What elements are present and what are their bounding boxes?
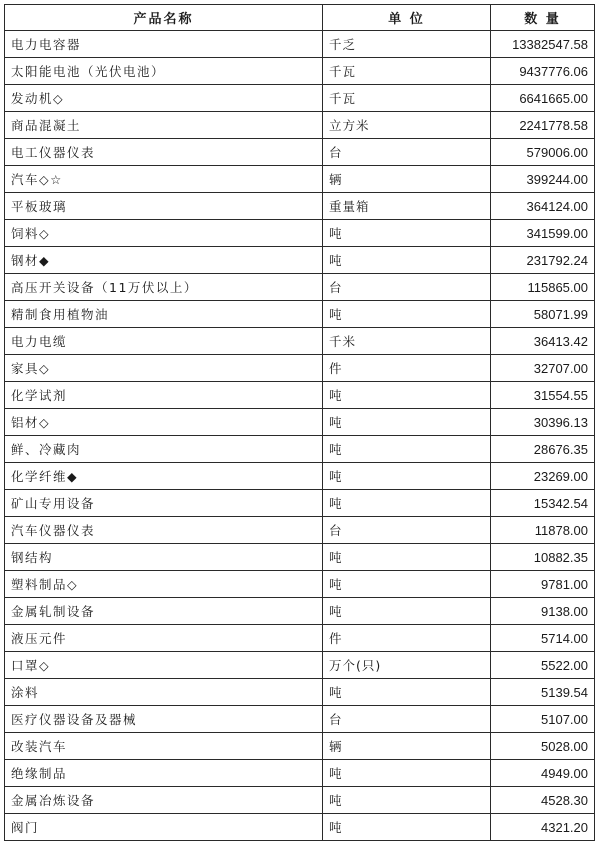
table-row [5,517,595,544]
product-name-cell: 电工仪器仪表 [5,139,323,166]
quantity-cell: 6641665.00 [491,85,595,112]
product-name-cell: 汽车◇☆ [5,166,323,193]
unit-cell: 吨 [323,436,491,463]
unit-cell: 台 [323,274,491,301]
product-output-table-container [4,4,594,841]
unit-cell: 吨 [323,598,491,625]
unit-cell: 吨 [323,571,491,598]
unit-cell: 辆 [323,733,491,760]
quantity-cell: 10882.35 [491,544,595,571]
quantity-cell: 364124.00 [491,193,595,220]
unit-cell: 千乏 [323,31,491,58]
quantity-cell: 15342.54 [491,490,595,517]
unit-cell: 吨 [323,544,491,571]
table-row [5,679,595,706]
unit-cell: 吨 [323,490,491,517]
quantity-cell: 9781.00 [491,571,595,598]
product-name-cell: 化学纤维◆ [5,463,323,490]
product-name-cell: 饲料◇ [5,220,323,247]
table-row [5,58,595,85]
header-product-name: 产品名称 [5,5,323,31]
product-name-cell: 汽车仪器仪表 [5,517,323,544]
table-row [5,544,595,571]
unit-cell: 吨 [323,463,491,490]
quantity-cell: 4949.00 [491,760,595,787]
quantity-cell: 36413.42 [491,328,595,355]
table-row [5,301,595,328]
table-row [5,328,595,355]
quantity-cell: 231792.24 [491,247,595,274]
product-name-cell: 高压开关设备（11万伏以上） [5,274,323,301]
table-row [5,382,595,409]
quantity-cell: 4321.20 [491,814,595,841]
product-name-cell: 商品混凝土 [5,112,323,139]
quantity-cell: 579006.00 [491,139,595,166]
product-name-cell: 鲜、冷藏肉 [5,436,323,463]
quantity-cell: 28676.35 [491,436,595,463]
table-row [5,598,595,625]
unit-cell: 件 [323,625,491,652]
unit-cell: 吨 [323,220,491,247]
product-name-cell: 金属冶炼设备 [5,787,323,814]
table-row [5,463,595,490]
quantity-cell: 23269.00 [491,463,595,490]
unit-cell: 重量箱 [323,193,491,220]
unit-cell: 辆 [323,166,491,193]
table-header-row [5,5,595,31]
table-row [5,436,595,463]
product-name-cell: 阀门 [5,814,323,841]
product-name-cell: 化学试剂 [5,382,323,409]
product-name-cell: 平板玻璃 [5,193,323,220]
quantity-cell: 399244.00 [491,166,595,193]
table-row [5,274,595,301]
table-row [5,490,595,517]
quantity-cell: 11878.00 [491,517,595,544]
unit-cell: 万个(只) [323,652,491,679]
product-output-table [4,4,595,841]
product-name-cell: 钢结构 [5,544,323,571]
quantity-cell: 5139.54 [491,679,595,706]
product-name-cell: 口罩◇ [5,652,323,679]
table-row [5,760,595,787]
quantity-cell: 9138.00 [491,598,595,625]
quantity-cell: 5522.00 [491,652,595,679]
unit-cell: 台 [323,517,491,544]
quantity-cell: 5028.00 [491,733,595,760]
header-unit: 单 位 [323,5,491,31]
quantity-cell: 13382547.58 [491,31,595,58]
product-name-cell: 矿山专用设备 [5,490,323,517]
product-name-cell: 绝缘制品 [5,760,323,787]
table-row [5,652,595,679]
quantity-cell: 30396.13 [491,409,595,436]
product-name-cell: 精制食用植物油 [5,301,323,328]
quantity-cell: 5107.00 [491,706,595,733]
table-row [5,625,595,652]
table-row [5,220,595,247]
product-name-cell: 发动机◇ [5,85,323,112]
unit-cell: 千瓦 [323,85,491,112]
unit-cell: 吨 [323,409,491,436]
table-row [5,247,595,274]
product-name-cell: 医疗仪器设备及器械 [5,706,323,733]
unit-cell: 件 [323,355,491,382]
unit-cell: 立方米 [323,112,491,139]
product-name-cell: 涂料 [5,679,323,706]
unit-cell: 台 [323,139,491,166]
table-row [5,571,595,598]
table-row [5,166,595,193]
unit-cell: 千米 [323,328,491,355]
unit-cell: 吨 [323,760,491,787]
product-name-cell: 家具◇ [5,355,323,382]
quantity-cell: 31554.55 [491,382,595,409]
quantity-cell: 32707.00 [491,355,595,382]
quantity-cell: 58071.99 [491,301,595,328]
unit-cell: 吨 [323,382,491,409]
product-name-cell: 金属轧制设备 [5,598,323,625]
table-row [5,355,595,382]
product-name-cell: 电力电容器 [5,31,323,58]
table-row [5,814,595,841]
table-row [5,139,595,166]
unit-cell: 吨 [323,301,491,328]
table-row [5,193,595,220]
unit-cell: 吨 [323,814,491,841]
product-name-cell: 电力电缆 [5,328,323,355]
product-name-cell: 铝材◇ [5,409,323,436]
product-name-cell: 太阳能电池（光伏电池） [5,58,323,85]
product-name-cell: 塑料制品◇ [5,571,323,598]
table-row [5,787,595,814]
quantity-cell: 4528.30 [491,787,595,814]
unit-cell: 千瓦 [323,58,491,85]
unit-cell: 台 [323,706,491,733]
product-name-cell: 改装汽车 [5,733,323,760]
table-row [5,85,595,112]
quantity-cell: 5714.00 [491,625,595,652]
table-row [5,409,595,436]
table-row [5,31,595,58]
header-quantity: 数 量 [491,5,595,31]
quantity-cell: 341599.00 [491,220,595,247]
quantity-cell: 2241778.58 [491,112,595,139]
product-name-cell: 钢材◆ [5,247,323,274]
table-body [5,31,595,841]
quantity-cell: 9437776.06 [491,58,595,85]
unit-cell: 吨 [323,787,491,814]
table-row [5,112,595,139]
quantity-cell: 115865.00 [491,274,595,301]
unit-cell: 吨 [323,247,491,274]
table-row [5,733,595,760]
unit-cell: 吨 [323,679,491,706]
table-row [5,706,595,733]
product-name-cell: 液压元件 [5,625,323,652]
